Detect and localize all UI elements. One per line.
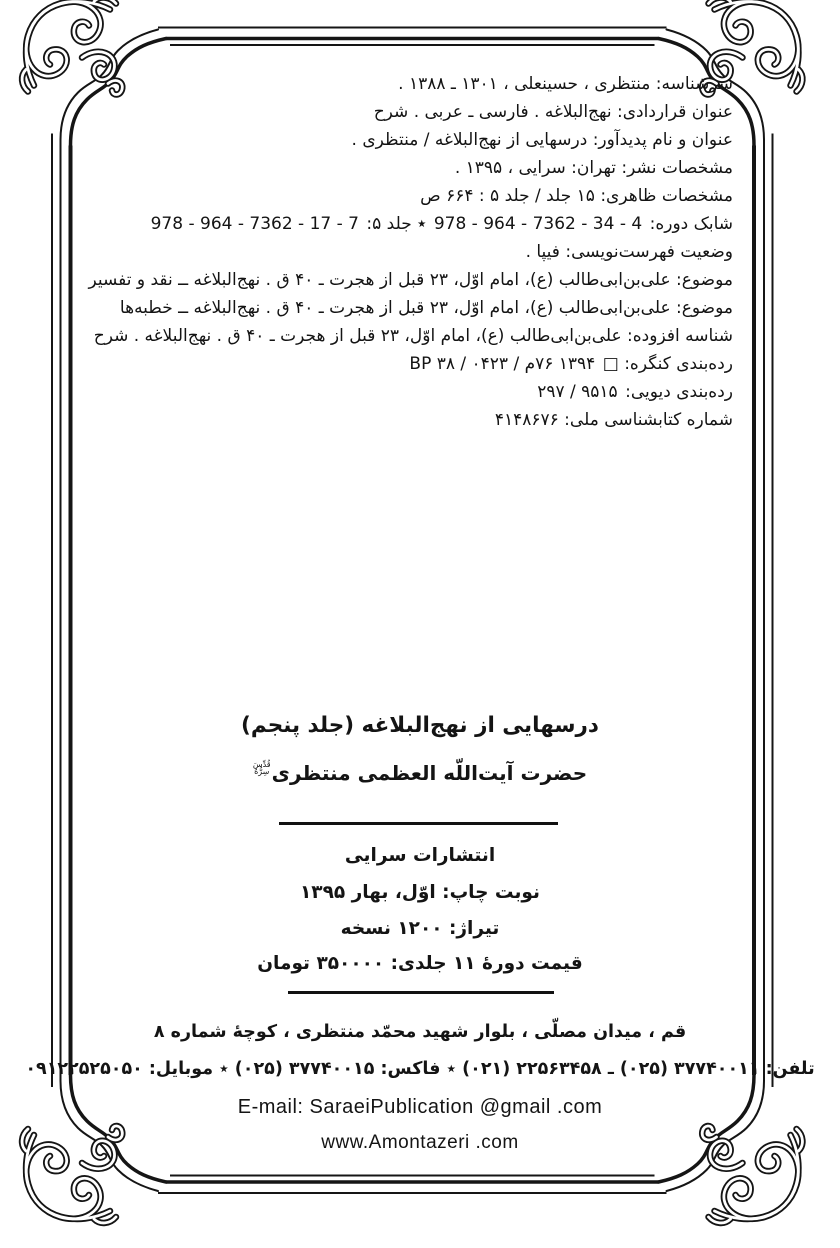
isbn-label: شابک دوره: (649, 214, 733, 234)
phone-fax-mobile-line: تلفن: ۳۷۷۴۰۰۱۱ (۰۲۵) ـ ۲۲۵۶۳۴۵۸ (۰۲۱) ٭ فاکس: ۳۷۷۴۰۰۱۵ (۰۲۵) ٭ موبایل: ۰۹۱۲۲۵۲۵۰۵۰ (25, 1059, 815, 1079)
print-run-line: تیراژ: ۱۲۰۰ نسخه (340, 918, 500, 939)
email-line (0, 1096, 840, 1119)
dewey-number: ۲۹۷ / ۹۵۱۵ (537, 382, 618, 402)
book-title: درسهایی از نهج‌البلاغه (جلد پنجم) (241, 713, 599, 738)
biblio-line-isbn (93, 211, 733, 237)
qoddesa-serroh-seal: قُدِّسَ سِرُّهُ (252, 760, 271, 776)
biblio-line-subject-1: موضوع: علی‌بن‌ابی‌طالب (ع)، امام اوّل، ۲۳ قبل از هجرت ـ ۴۰ ق . نهج‌البلاغه ــ نقد و تفسیر (88, 270, 733, 290)
isbn-jeld-number: 978 - 964 - 7362 - 17 - 7 (150, 214, 359, 234)
biblio-line-subject-2: موضوع: علی‌بن‌ابی‌طالب (ع)، امام اوّل، ۲۳ قبل از هجرت ـ ۴۰ ق . نهج‌البلاغه ــ خطبه‌ها (119, 298, 733, 318)
congress-label: رده‌بندی کنگره: (624, 354, 733, 374)
congress-callnumber: BP ۳۸ / ۰۴۲۳ / م۷۶ ۱۳۹۴ (409, 354, 596, 374)
divider-rule-bottom (288, 991, 554, 994)
author-name: حضرت آیت‌اللّه العظمی منتظری (271, 761, 588, 785)
biblio-line-sarshenaseh: سرشناسه: منتظری ، حسینعلی ، ۱۳۰۱ ـ ۱۳۸۸ . (398, 74, 733, 94)
biblio-line-added-entry: شناسه افزوده: علی‌بن‌ابی‌طالب (ع)، امام اوّل، ۲۳ قبل از هجرت ـ ۴۰ ق . نهج‌البلاغه . شرح (93, 326, 733, 346)
biblio-line-publication: مشخصات نشر: تهران: سرایی ، ۱۳۹۵ . (454, 158, 733, 178)
email-label: E-mail: (237, 1096, 304, 1118)
divider-rule-top (279, 822, 558, 825)
dewey-label: رده‌بندی دیویی: (625, 382, 733, 402)
website-url: www.Amontazeri .com (321, 1132, 519, 1153)
biblio-line-uniform-title: عنوان قراردادی: نهج‌البلاغه . فارسی ـ عربی . شرح (373, 102, 733, 122)
biblio-line-title-statement: عنوان و نام پدیدآور: درسهایی از نهج‌البلاغه / منتظری . (351, 130, 733, 150)
author-line (0, 761, 840, 785)
edition-line: نوبت چاپ: اوّل، بهار ۱۳۹۵ (300, 882, 540, 903)
publisher-address: قم ، میدان مصلّی ، بلوار شهید محمّد منتظری ، کوچهٔ شماره ۸ (153, 1022, 687, 1042)
price-line: قیمت دورهٔ ۱۱ جلدی: ۳۵۰۰۰۰ تومان (257, 953, 583, 974)
biblio-line-congress (93, 351, 733, 377)
biblio-line-physical: مشخصات ظاهری: ۱۵ جلد / جلد ۵ : ۶۶۴ ص (420, 186, 733, 206)
email-address: SaraeiPublication @gmail .com (309, 1096, 603, 1118)
biblio-line-dewey (93, 379, 733, 405)
publisher-name: انتشارات سرایی (344, 845, 496, 866)
star-ornament-glyph: ٭ (417, 214, 427, 234)
isbn-dore-number: 978 - 964 - 7362 - 34 - 4 (433, 214, 643, 234)
congress-box-glyph: □ (602, 354, 619, 374)
biblio-line-national-number: شماره کتابشناسی ملی: ۴۱۴۸۶۷۶ (494, 410, 733, 430)
biblio-line-cataloging-status: وضعیت فهرست‌نویسی: فیپا . (525, 242, 733, 262)
isbn-jeld-label: جلد ۵: (366, 214, 412, 234)
